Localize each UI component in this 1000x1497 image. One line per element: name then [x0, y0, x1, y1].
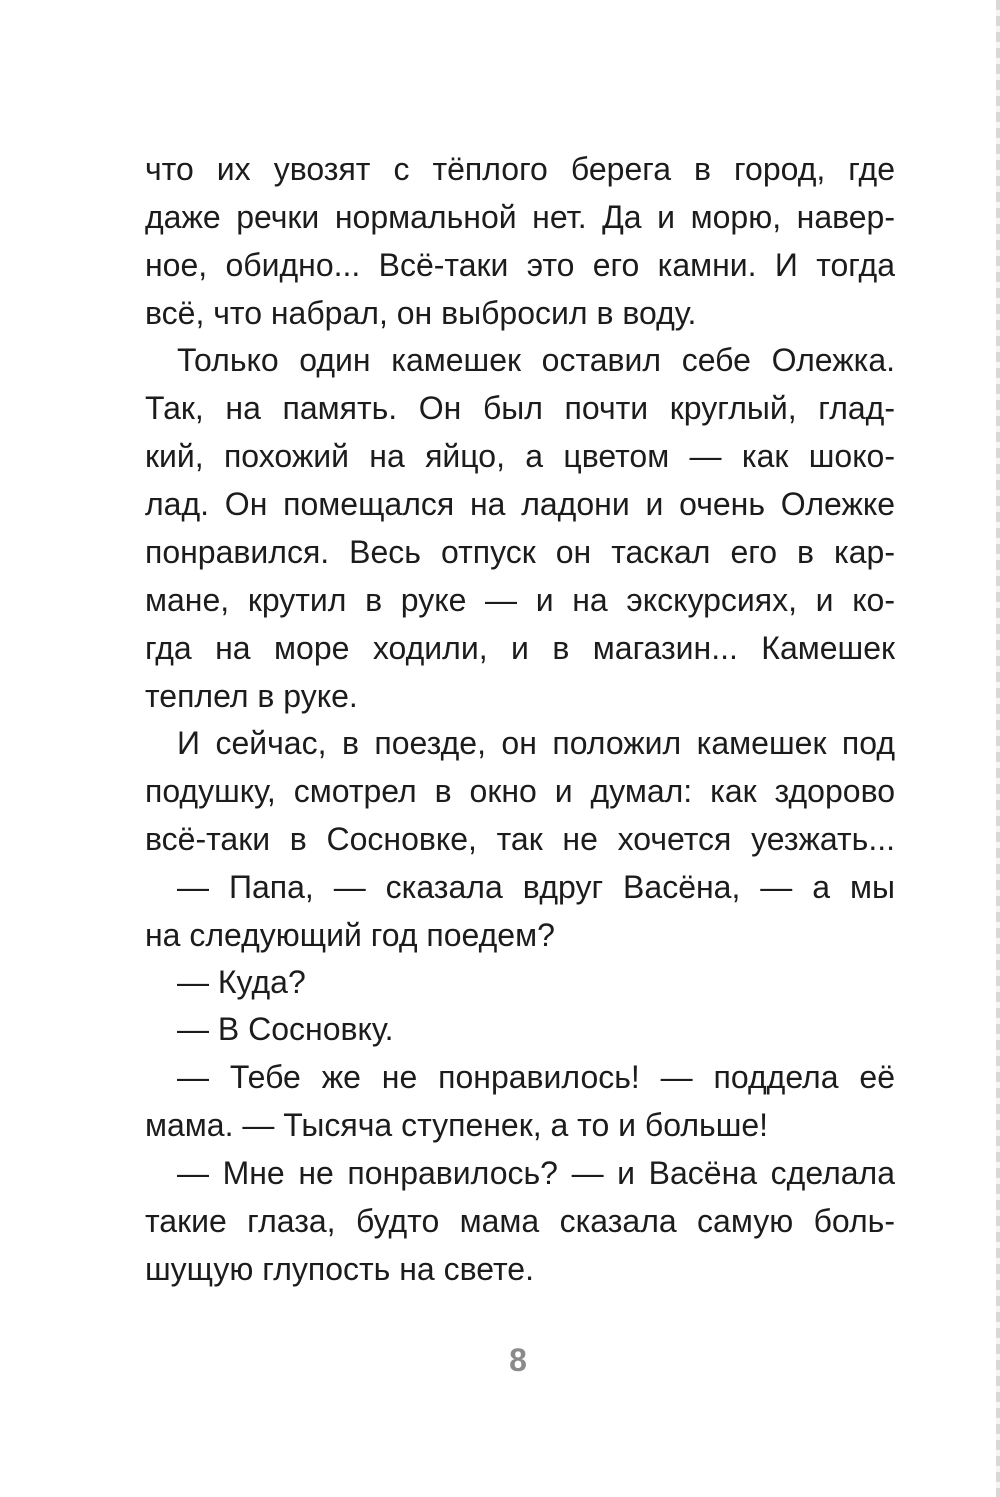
- text-line: Так, на память. Он был почти круглый, глад-: [145, 390, 895, 426]
- text-line: понравился. Весь отпуск он таскал его в кар-: [145, 534, 895, 570]
- text-line: кий, похожий на яйцо, а цветом — как шоко-: [145, 438, 895, 474]
- page-edge-shadow: [996, 0, 1000, 1497]
- text-line: такие глаза, будто мама сказала самую боль-: [145, 1203, 895, 1239]
- text-line: — Папа, — сказала вдруг Васёна, — а мы: [177, 869, 895, 905]
- text-line: — Куда?: [177, 964, 306, 1000]
- text-line: — Тебе же не понравилось! — поддела её: [177, 1059, 895, 1095]
- text-line: подушку, смотрел в окно и думал: как здорово: [145, 773, 895, 809]
- text-line: ное, обидно... Всё-таки это его камни. И тогда: [145, 247, 895, 283]
- text-line: гда на море ходили, и в магазин... Камешек: [145, 630, 895, 666]
- text-line: лад. Он помещался на ладони и очень Олежке: [145, 486, 895, 522]
- text-line: мане, крутил в руке — и на экскурсиях, и ко-: [145, 582, 895, 618]
- text-line: шущую глупость на свете.: [145, 1251, 534, 1287]
- text-line: Только один камешек оставил себе Олежка.: [177, 342, 895, 378]
- text-line: на следующий год поедем?: [145, 917, 555, 953]
- text-line: — Мне не понравилось? — и Васёна сделала: [177, 1155, 895, 1191]
- text-line: всё-таки в Сосновке, так не хочется уезжать...: [145, 821, 895, 857]
- text-line: мама. — Тысяча ступенек, а то и больше!: [145, 1107, 769, 1143]
- text-line: И сейчас, в поезде, он положил камешек под: [177, 725, 895, 761]
- text-line: даже речки нормальной нет. Да и морю, навер-: [145, 199, 895, 235]
- page-number: 8: [509, 1342, 527, 1378]
- text-line: что их увозят с тёплого берега в город, где: [145, 151, 895, 187]
- text-line: теплел в руке.: [145, 678, 358, 714]
- text-line: всё, что набрал, он выбросил в воду.: [145, 295, 697, 331]
- text-line: — В Сосновку.: [177, 1011, 394, 1047]
